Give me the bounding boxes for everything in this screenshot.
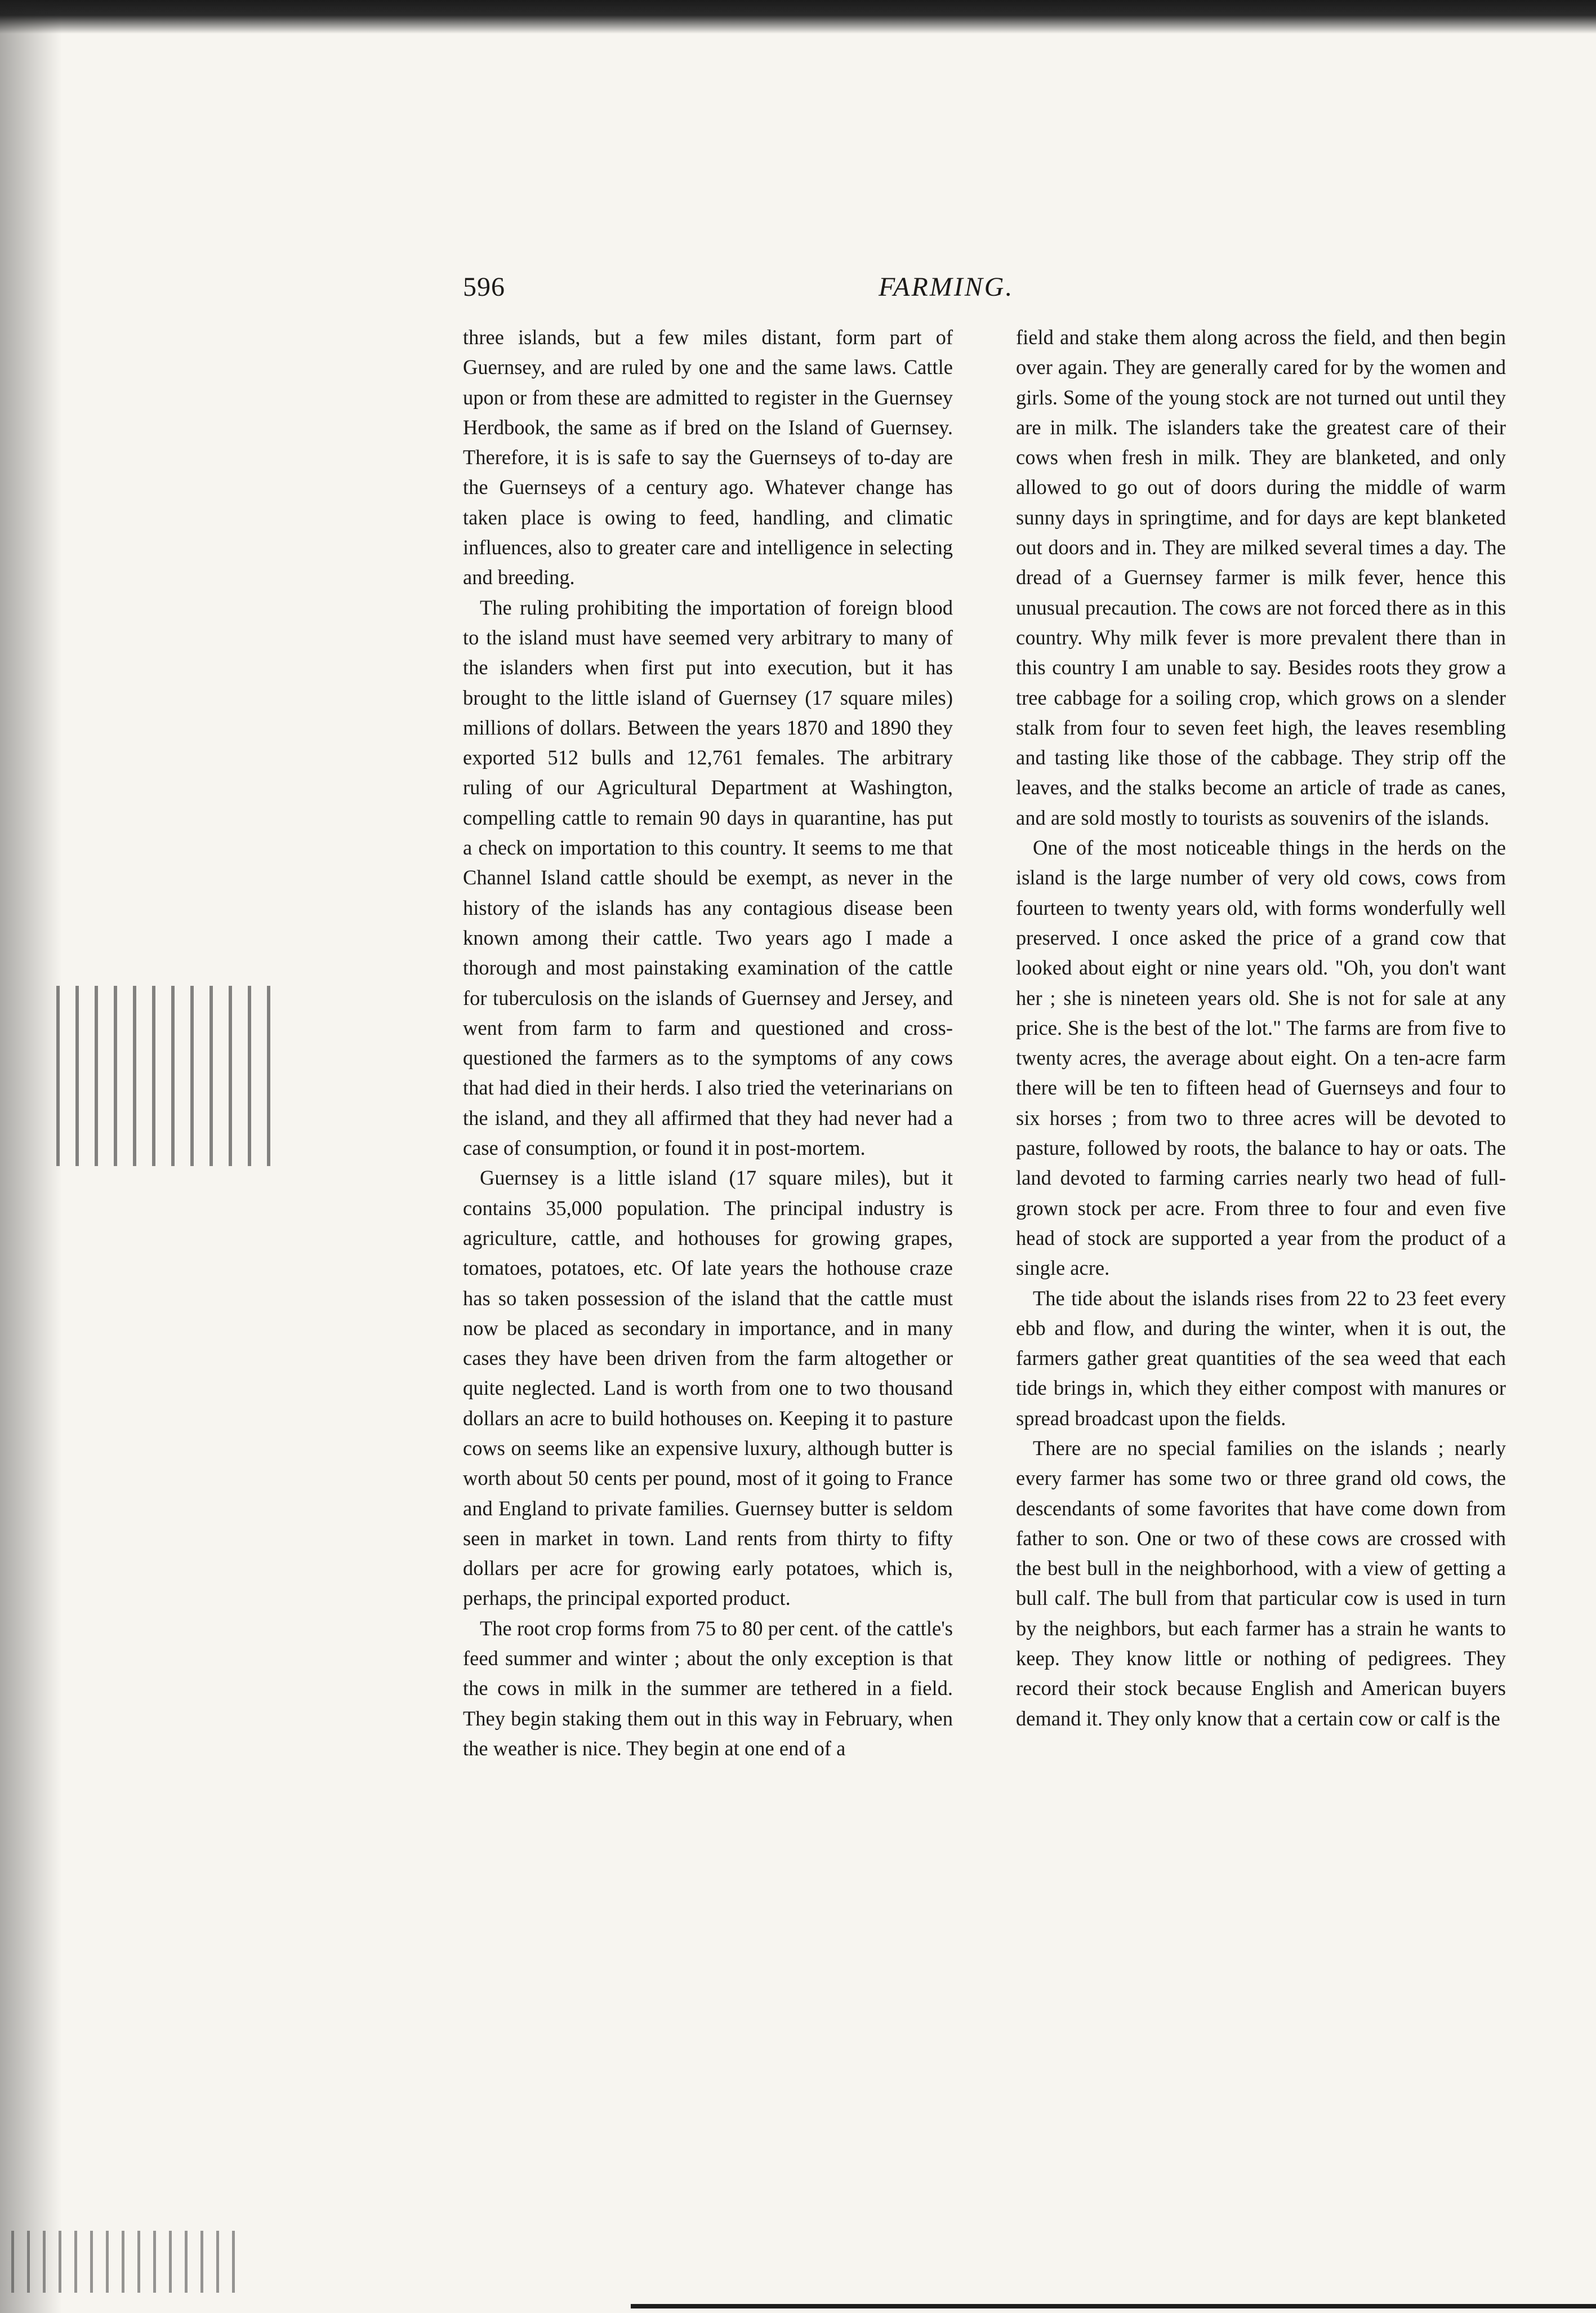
paragraph: The ruling prohibiting the importation of foreign blood to the island must have seemed very arbitrary to many of the islanders when first put into execution, but it has brought to the little island of Guernsey (17 square miles) millions of dollars. Between the years 1870 and 1890 they exported 512 bulls and 12,761 females. The arbitrary ruling of our Agricultural Department at Washington, compelling cattle to remain 90 days in quarantine, has put a check on importation to this country. It seems to me that Channel Island cattle should be exempt, as never in the history of the islands has any contagious disease been known among their cattle. Two years ago I made a thorough and most painstaking examination of the cattle for tuberculosis on the islands of Guernsey and Jersey, and went from farm to farm and questioned and cross-questioned the farmers as to the symptoms of any cows that had died in their herds. I also tried the veterinarians on the island, and they all affirmed that they had never had a case of consumption, or found it in post-mortem.: [463, 595, 953, 1160]
paragraph: The root crop forms from 75 to 80 per cent. of the cattle's feed summer and winter ; about the only exception is that the cows in milk in the summer are tethered in a field. They begin staking them out in this way in February, when the weather is nice. They begin at one end of a: [463, 1616, 953, 1760]
paragraph: three islands, but a few miles distant, form part of Guernsey, and are ruled by one and the same laws. Cattle upon or from these are admitted to register in the Guernsey Herdbook, the same as if bred on the Island of Guernsey. Therefore, it is is safe to say the Guernseys of to-day are the Guernseys of a century ago. Whatever change has taken place is owing to feed, handling, and climatic influences, also to greater care and intelligence in selecting and breeding.: [463, 326, 953, 589]
right-column: [1016, 322, 1506, 1733]
scan-top-edge: [0, 0, 1596, 34]
paragraph: There are no special families on the islands ; nearly every farmer has some two or three grand old cows, the descendants of some favorites that have come down from father to son. One or two of these cows are crossed with the best bull in the neighborhood, with a view of getting a bull calf. The bull from that particular cow is used in turn by the neighbors, but each farmer has a strain he wants to keep. They know little or nothing of pedigrees. They record their stock because English and American buyers demand it. They only know that a certain cow or calf is the: [1016, 1436, 1506, 1730]
bottom-rule: [631, 2304, 1596, 2308]
left-column: [463, 322, 953, 1763]
running-title: FARMING.: [879, 272, 1014, 302]
page-number: 596: [463, 272, 505, 302]
paragraph: field and stake them along across the field, and then begin over again. They are generally cared for by the women and girls. Some of the young stock are not turned out until they are in milk. The islanders take the greatest care of their cows when fresh in milk. They are blanketed, and only allowed to go out of doors during the middle of warm sunny days in springtime, and for days are kept blanketed out doors and in. They are milked several times a day. The dread of a Guernsey farmer is milk fever, hence this unusual precaution. The cows are not forced there as in this country. Why milk fever is more prevalent there than in this country I am unable to say. Besides roots they grow a tree cabbage for a soiling crop, which grows on a slender stalk from four to seven feet high, the leaves resembling and tasting like those of the cabbage. They strip off the leaves, and the stalks become an article of trade as canes, and are sold mostly to tourists as souvenirs of the islands.: [1016, 326, 1506, 829]
paragraph: Guernsey is a little island (17 square miles), but it contains 35,000 population. The principal industry is agriculture, cattle, and hothouses for growing grapes, tomatoes, potatoes, etc. Of late years the hothouse craze has so taken possession of the island that the cattle must now be placed as secondary in importance, and in many cases they have been driven from the farm altogether or quite neglected. Land is worth from one to two thousand dollars an acre to build hothouses on. Keeping it to pasture cows on seems like an expensive luxury, although butter is worth about 50 cents per pound, most of it going to France and England to private families. Guernsey butter is seldom seen in market in town. Land rents from thirty to fifty dollars per acre for growing early potatoes, which is, perhaps, the principal exported product.: [463, 1166, 953, 1610]
scan-left-edge: [0, 0, 62, 2313]
paragraph: The tide about the islands rises from 22 to 23 feet every ebb and flow, and during the winter, when it is out, the farmers gather great quantities of the sea weed that each tide brings in, which they either compost with manures or spread broadcast upon the fields.: [1016, 1286, 1506, 1430]
binding-marks: [56, 986, 270, 1166]
paragraph: One of the most noticeable things in the herds on the island is the large number of very old cows, cows from fourteen to twenty years old, with forms wonderfully well preserved. I once asked the price of a grand cow that looked about eight or nine years old. "Oh, you don't want her ; she is nineteen years old. She is not for sale at any price. She is the best of the lot." The farms are from five to twenty acres, the average about eight. On a ten-acre farm there will be ten to fifteen head of Guernseys and four to six horses ; from two to three acres will be devoted to pasture, followed by roots, the balance to hay or oats. The land devoted to farming carries nearly two head of full-grown stock per acre. From three to four and even five head of stock are supported a year from the product of a single acre.: [1016, 836, 1506, 1280]
binding-marks-bottom: [11, 2231, 248, 2293]
